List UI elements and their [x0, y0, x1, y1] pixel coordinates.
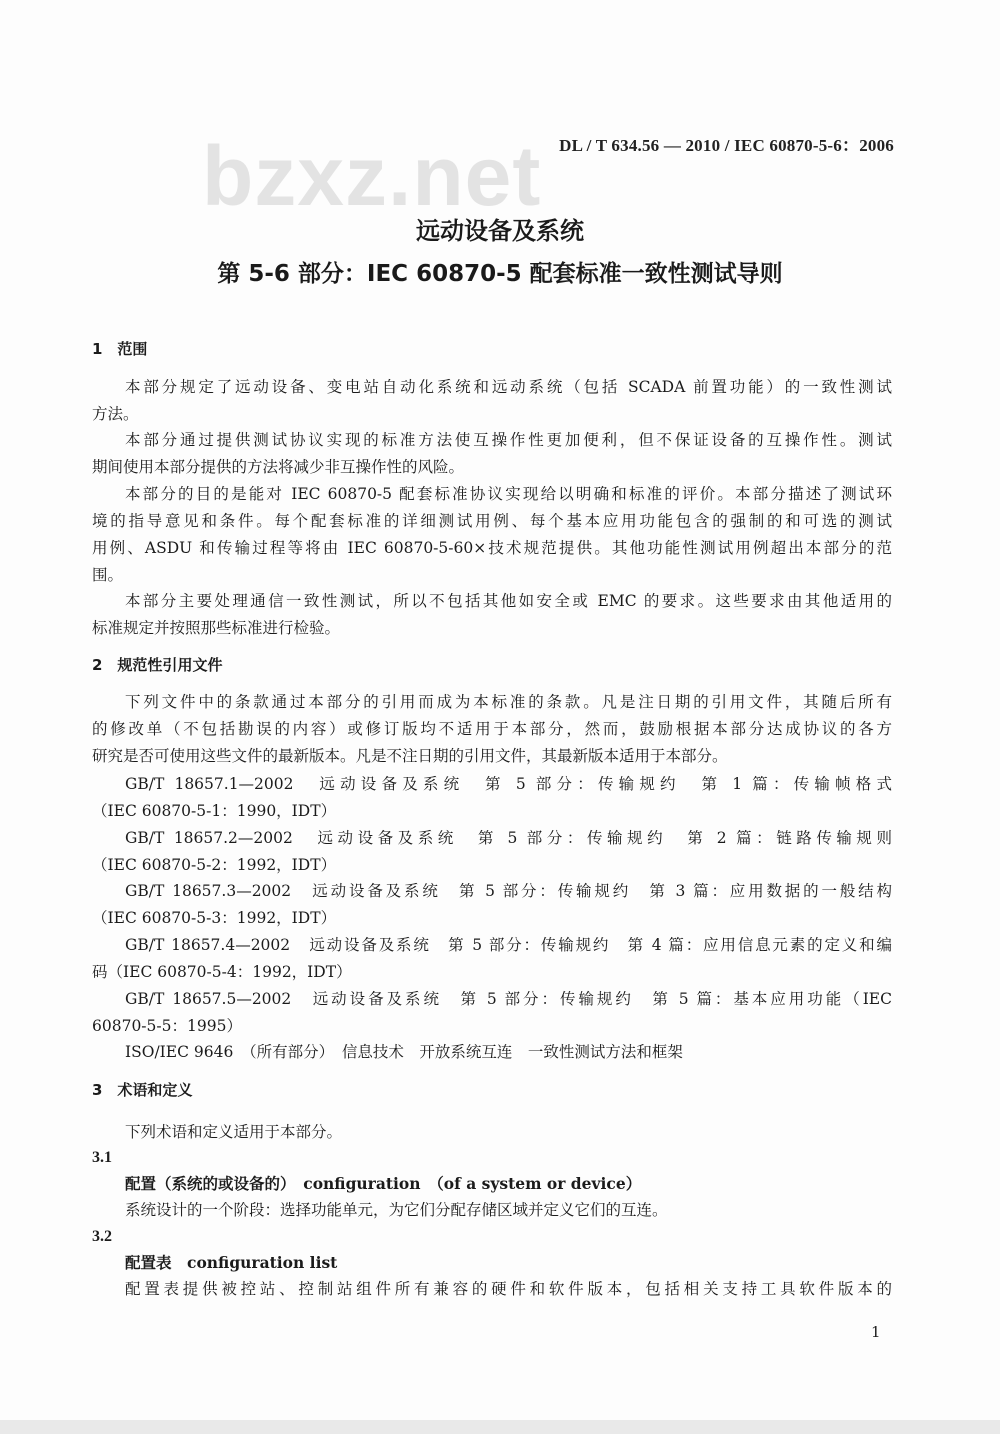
term-title: 配置表 configuration list	[125, 1253, 338, 1272]
paragraph-line: 标准规定并按照那些标准进行检验。	[92, 619, 341, 637]
term-definition: 系统设计的一个阶段：选择功能单元，为它们分配存储区域并定义它们的互连。	[125, 1201, 668, 1219]
reference-entry: GB/T 18657.2—2002 远动设备及系统 第 5 部分：传输规约 第 2 篇：链路传输规则	[125, 829, 892, 847]
document-title: 远动设备及系统	[416, 217, 584, 245]
paragraph-line: 期间使用本部分提供的方法将减少非互操作性的风险。	[92, 458, 465, 476]
standard-code: DL / T 634.56 — 2010 / IEC 60870-5-6：2006	[559, 136, 894, 155]
reference-entry-cont: （IEC 60870-5-3：1992，IDT）	[92, 909, 337, 927]
section-heading-normative-references: 2 规范性引用文件	[92, 656, 223, 674]
term-definition: 配置表提供被控站、控制站组件所有兼容的硬件和软件版本，包括相关支持工具软件版本的	[125, 1280, 892, 1298]
document-subtitle: 第 5-6 部分：IEC 60870-5 配套标准一致性测试导则	[217, 261, 783, 287]
paragraph-line: 研究是否可使用这些文件的最新版本。凡是不注日期的引用文件，其最新版本适用于本部分。	[92, 747, 728, 765]
paragraph-line: 围。	[92, 566, 124, 584]
paragraph-line: 本部分的目的是能对 IEC 60870-5 配套标准协议实现给以明确和标准的评价。本部分描述了测试环	[125, 485, 892, 503]
reference-entry-cont: （IEC 60870-5-2：1992，IDT）	[92, 856, 337, 874]
paragraph-line: 本部分规定了远动设备、变电站自动化系统和远动系统（包括 SCADA 前置功能）的一致性测试	[125, 378, 892, 396]
paragraph-line: 的修改单（不包括勘误的内容）或修订版均不适用于本部分，然而，鼓励根据本部分达成协议的各方	[92, 720, 892, 738]
term-number: 3.1	[92, 1149, 112, 1166]
paragraph-line: 境的指导意见和条件。每个配套标准的详细测试用例、每个基本应用功能包含的强制的和可选的测试	[92, 512, 892, 530]
reference-entry-cont: 码（IEC 60870-5-4：1992，IDT）	[92, 963, 352, 981]
section-heading-scope: 1 范围	[92, 340, 148, 358]
term-title: 配置（系统的或设备的） configuration （of a system or device）	[125, 1174, 642, 1193]
paragraph-line: 本部分主要处理通信一致性测试，所以不包括其他如安全或 EMC 的要求。这些要求由其他适用的	[125, 592, 892, 610]
paragraph-line: 方法。	[92, 405, 139, 423]
term-number: 3.2	[92, 1228, 112, 1245]
reference-entry: GB/T 18657.1—2002 远动设备及系统 第 5 部分：传输规约 第 1 篇：传输帧格式	[125, 775, 892, 793]
reference-entry-cont: 60870-5-5：1995）	[92, 1017, 242, 1035]
page-bottom-edge	[0, 1420, 1000, 1434]
paragraph-line: 下列术语和定义适用于本部分。	[125, 1123, 343, 1141]
reference-entry: GB/T 18657.4—2002 远动设备及系统 第 5 部分：传输规约 第 4 篇：应用信息元素的定义和编	[125, 936, 892, 954]
section-heading-terms: 3 术语和定义	[92, 1081, 193, 1099]
paragraph-line: 用例、ASDU 和传输过程等将由 IEC 60870-5-60×技术规范提供。其他功能性测试用例超出本部分的范	[92, 539, 892, 557]
reference-entry: GB/T 18657.5—2002 远动设备及系统 第 5 部分：传输规约 第 5 篇：基本应用功能（IEC	[125, 990, 892, 1008]
page-number: 1	[871, 1323, 881, 1341]
paragraph-line: 本部分通过提供测试协议实现的标准方法使互操作性更加便利，但不保证设备的互操作性。测试	[125, 431, 892, 449]
reference-entry-cont: （IEC 60870-5-1：1990，IDT）	[92, 802, 337, 820]
reference-entry: GB/T 18657.3—2002 远动设备及系统 第 5 部分：传输规约 第 3 篇：应用数据的一般结构	[125, 882, 892, 900]
reference-entry: ISO/IEC 9646 （所有部分） 信息技术 开放系统互连 一致性测试方法和框架	[125, 1043, 683, 1061]
paragraph-line: 下列文件中的条款通过本部分的引用而成为本标准的条款。凡是注日期的引用文件，其随后所有	[125, 693, 892, 711]
watermark: bzxz.net	[202, 129, 542, 223]
